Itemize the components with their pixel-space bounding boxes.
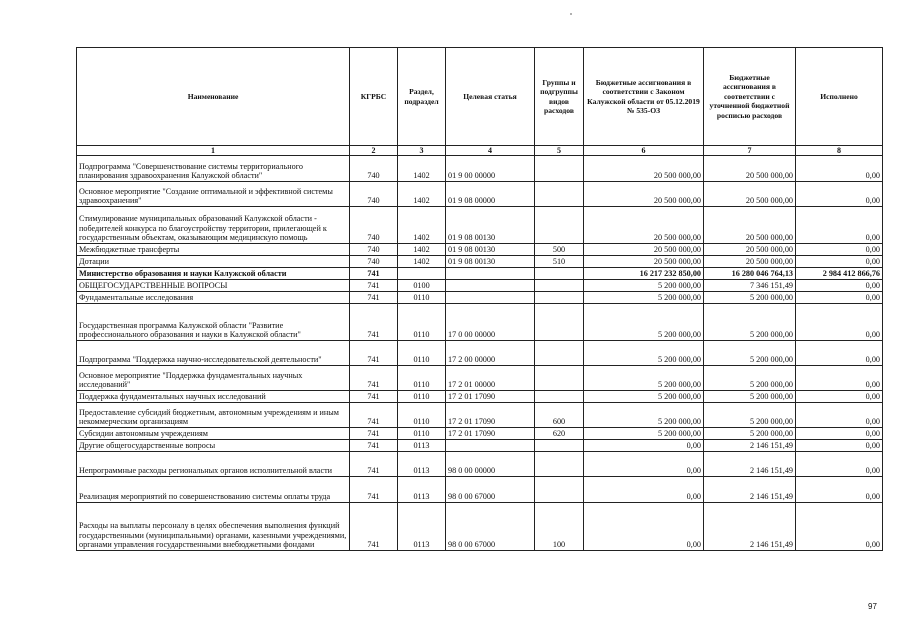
row-target-article: 17 2 01 17090: [446, 403, 535, 428]
row-executed: 0,00: [796, 503, 883, 551]
header-plan-allocation: Бюджетные ассигнования в соответствии с уточненной бюджетной росписью расходов: [704, 48, 796, 146]
row-kgrbs: 741: [350, 428, 398, 440]
row-plan-allocation: 20 500 000,00: [704, 256, 796, 268]
row-expense-type: [535, 341, 584, 366]
row-kgrbs: 741: [350, 366, 398, 391]
row-executed: 0,00: [796, 156, 883, 182]
row-razdel: 1402: [398, 207, 446, 244]
row-law-allocation: 20 500 000,00: [584, 156, 704, 182]
row-executed: 0,00: [796, 366, 883, 391]
row-name: Государственная программа Калужской области "Развитие профессионального образования и науки в Калужской области": [77, 304, 350, 341]
row-kgrbs: 740: [350, 256, 398, 268]
row-target-article: 01 9 08 00130: [446, 256, 535, 268]
row-razdel: 0110: [398, 403, 446, 428]
row-law-allocation: 5 200 000,00: [584, 391, 704, 403]
row-plan-allocation: 5 200 000,00: [704, 391, 796, 403]
row-law-allocation: 20 500 000,00: [584, 182, 704, 207]
row-kgrbs: 740: [350, 156, 398, 182]
row-razdel: 0113: [398, 452, 446, 477]
row-target-article: [446, 292, 535, 304]
column-number: 1: [77, 146, 350, 156]
table-row: [77, 292, 883, 304]
row-law-allocation: 5 200 000,00: [584, 366, 704, 391]
header-kgrbs: КГРБС: [350, 48, 398, 146]
table-header-row: [77, 48, 883, 146]
row-target-article: 98 0 00 00000: [446, 452, 535, 477]
row-executed: 0,00: [796, 244, 883, 256]
table-row: [77, 391, 883, 403]
row-plan-allocation: 16 280 046 764,13: [704, 268, 796, 280]
row-razdel: 0110: [398, 428, 446, 440]
table-row: [77, 268, 883, 280]
row-expense-type: [535, 268, 584, 280]
row-kgrbs: 740: [350, 182, 398, 207]
row-razdel: 0110: [398, 304, 446, 341]
row-executed: 0,00: [796, 207, 883, 244]
table-row: [77, 440, 883, 452]
row-razdel: 1402: [398, 256, 446, 268]
row-expense-type: 100: [535, 503, 584, 551]
row-expense-type: [535, 391, 584, 403]
row-law-allocation: 0,00: [584, 477, 704, 503]
row-name: Фундаментальные исследования: [77, 292, 350, 304]
row-plan-allocation: 5 200 000,00: [704, 304, 796, 341]
row-name: Дотации: [77, 256, 350, 268]
header-target-article: Целевая статья: [446, 48, 535, 146]
table-row: [77, 341, 883, 366]
row-target-article: 17 2 00 00000: [446, 341, 535, 366]
row-kgrbs: 741: [350, 452, 398, 477]
row-name: ОБЩЕГОСУДАРСТВЕННЫЕ ВОПРОСЫ: [77, 280, 350, 292]
row-plan-allocation: 5 200 000,00: [704, 292, 796, 304]
row-target-article: 01 9 00 00000: [446, 156, 535, 182]
row-law-allocation: 5 200 000,00: [584, 428, 704, 440]
row-expense-type: [535, 440, 584, 452]
header-executed: Исполнено: [796, 48, 883, 146]
row-expense-type: [535, 452, 584, 477]
row-law-allocation: 5 200 000,00: [584, 292, 704, 304]
header-law-allocation: Бюджетные ассигнования в соответствии с Законом Калужской области от 05.12.2019 № 535-ОЗ: [584, 48, 704, 146]
row-law-allocation: 0,00: [584, 440, 704, 452]
row-law-allocation: 5 200 000,00: [584, 304, 704, 341]
row-target-article: [446, 280, 535, 292]
row-kgrbs: 741: [350, 403, 398, 428]
header-name: Наименование: [77, 48, 350, 146]
row-executed: 0,00: [796, 280, 883, 292]
row-name: Реализация мероприятий по совершенствованию системы оплаты труда: [77, 477, 350, 503]
row-razdel: 0110: [398, 366, 446, 391]
row-expense-type: 510: [535, 256, 584, 268]
table-row: [77, 256, 883, 268]
table-row: [77, 403, 883, 428]
row-executed: 0,00: [796, 391, 883, 403]
header-expense-type: Группы и подгруппы видов расходов: [535, 48, 584, 146]
row-plan-allocation: 2 146 151,49: [704, 477, 796, 503]
row-plan-allocation: 2 146 151,49: [704, 440, 796, 452]
table-row: [77, 244, 883, 256]
column-number: 8: [796, 146, 883, 156]
row-target-article: 98 0 00 67000: [446, 477, 535, 503]
row-target-article: 01 9 08 00000: [446, 182, 535, 207]
row-razdel: 0100: [398, 280, 446, 292]
row-target-article: 17 2 01 17090: [446, 391, 535, 403]
row-executed: 0,00: [796, 341, 883, 366]
row-law-allocation: 5 200 000,00: [584, 341, 704, 366]
row-expense-type: [535, 207, 584, 244]
table-row: [77, 452, 883, 477]
row-expense-type: [535, 182, 584, 207]
row-plan-allocation: 7 346 151,49: [704, 280, 796, 292]
column-number: 4: [446, 146, 535, 156]
table-row: [77, 207, 883, 244]
row-kgrbs: 741: [350, 391, 398, 403]
row-name: Поддержка фундаментальных научных исследований: [77, 391, 350, 403]
row-name: Министерство образования и науки Калужской области: [77, 268, 350, 280]
row-kgrbs: 741: [350, 280, 398, 292]
row-razdel: 0110: [398, 341, 446, 366]
row-law-allocation: 5 200 000,00: [584, 403, 704, 428]
row-expense-type: [535, 156, 584, 182]
row-razdel: [398, 268, 446, 280]
row-target-article: [446, 440, 535, 452]
table-row: [77, 182, 883, 207]
row-law-allocation: 5 200 000,00: [584, 280, 704, 292]
row-law-allocation: 0,00: [584, 452, 704, 477]
row-plan-allocation: 20 500 000,00: [704, 244, 796, 256]
row-name: Основное мероприятие "Создание оптимальной и эффективной системы здравоохранения": [77, 182, 350, 207]
row-name: Расходы на выплаты персоналу в целях обеспечения выполнения функций государственными (муниципальными) органами, казенными учреждениями, органами управления государственными внебюджетными фондами: [77, 503, 350, 551]
row-executed: 2 984 412 866,76: [796, 268, 883, 280]
row-kgrbs: 741: [350, 477, 398, 503]
row-plan-allocation: 2 146 151,49: [704, 452, 796, 477]
row-law-allocation: 16 217 232 850,00: [584, 268, 704, 280]
row-target-article: 98 0 00 67000: [446, 503, 535, 551]
row-kgrbs: 741: [350, 503, 398, 551]
row-executed: 0,00: [796, 452, 883, 477]
table-row: [77, 503, 883, 551]
row-expense-type: 600: [535, 403, 584, 428]
row-law-allocation: 20 500 000,00: [584, 256, 704, 268]
row-executed: 0,00: [796, 292, 883, 304]
row-expense-type: 500: [535, 244, 584, 256]
row-target-article: 01 9 08 00130: [446, 244, 535, 256]
table-row: [77, 428, 883, 440]
row-expense-type: [535, 477, 584, 503]
row-plan-allocation: 5 200 000,00: [704, 428, 796, 440]
row-expense-type: [535, 304, 584, 341]
column-number: 6: [584, 146, 704, 156]
row-name: Подпрограмма "Совершенствование системы территориального планирования здравоохранения Калужской области": [77, 156, 350, 182]
row-expense-type: [535, 366, 584, 391]
row-kgrbs: 741: [350, 292, 398, 304]
table-row: [77, 366, 883, 391]
row-razdel: 0113: [398, 477, 446, 503]
column-number: 2: [350, 146, 398, 156]
row-expense-type: [535, 280, 584, 292]
row-razdel: 0113: [398, 440, 446, 452]
row-target-article: [446, 268, 535, 280]
row-law-allocation: 0,00: [584, 503, 704, 551]
column-number: 3: [398, 146, 446, 156]
column-number: 5: [535, 146, 584, 156]
table-row: [77, 156, 883, 182]
row-kgrbs: 740: [350, 244, 398, 256]
row-razdel: 1402: [398, 244, 446, 256]
row-target-article: 01 9 08 00130: [446, 207, 535, 244]
budget-table: [76, 47, 883, 551]
row-razdel: 0110: [398, 292, 446, 304]
header-razdel: Раздел, подраздел: [398, 48, 446, 146]
row-plan-allocation: 20 500 000,00: [704, 207, 796, 244]
row-executed: 0,00: [796, 256, 883, 268]
scan-speck: [570, 13, 572, 15]
row-name: Подпрограмма "Поддержка научно-исследовательской деятельности": [77, 341, 350, 366]
row-plan-allocation: 20 500 000,00: [704, 182, 796, 207]
row-law-allocation: 20 500 000,00: [584, 207, 704, 244]
row-razdel: 1402: [398, 182, 446, 207]
row-executed: 0,00: [796, 428, 883, 440]
row-executed: 0,00: [796, 477, 883, 503]
row-executed: 0,00: [796, 182, 883, 207]
row-plan-allocation: 5 200 000,00: [704, 366, 796, 391]
row-expense-type: 620: [535, 428, 584, 440]
table-row: [77, 304, 883, 341]
row-name: Межбюджетные трансферты: [77, 244, 350, 256]
row-executed: 0,00: [796, 304, 883, 341]
row-plan-allocation: 20 500 000,00: [704, 156, 796, 182]
column-number-row: [77, 146, 883, 156]
row-kgrbs: 741: [350, 268, 398, 280]
table-row: [77, 280, 883, 292]
row-expense-type: [535, 292, 584, 304]
column-number: 7: [704, 146, 796, 156]
row-name: Непрограммные расходы региональных органов исполнительной власти: [77, 452, 350, 477]
row-executed: 0,00: [796, 403, 883, 428]
row-kgrbs: 741: [350, 341, 398, 366]
row-name: Другие общегосударственные вопросы: [77, 440, 350, 452]
row-kgrbs: 741: [350, 304, 398, 341]
row-razdel: 1402: [398, 156, 446, 182]
row-name: Стимулирование муниципальных образований Калужской области - победителей конкурса по благоустройству территории, прилегающей к государственным объектам, оказывающим медицинскую помощь: [77, 207, 350, 244]
row-kgrbs: 740: [350, 207, 398, 244]
row-target-article: 17 2 01 00000: [446, 366, 535, 391]
row-target-article: 17 2 01 17090: [446, 428, 535, 440]
row-razdel: 0110: [398, 391, 446, 403]
row-name: Основное мероприятие "Поддержка фундаментальных научных исследований": [77, 366, 350, 391]
table-row: [77, 477, 883, 503]
row-plan-allocation: 5 200 000,00: [704, 403, 796, 428]
row-plan-allocation: 5 200 000,00: [704, 341, 796, 366]
row-name: Субсидии автономным учреждениям: [77, 428, 350, 440]
row-law-allocation: 20 500 000,00: [584, 244, 704, 256]
row-name: Предоставление субсидий бюджетным, автономным учреждениям и иным некоммерческим организациям: [77, 403, 350, 428]
row-razdel: 0113: [398, 503, 446, 551]
row-executed: 0,00: [796, 440, 883, 452]
page-number: 97: [868, 602, 877, 611]
row-plan-allocation: 2 146 151,49: [704, 503, 796, 551]
row-kgrbs: 741: [350, 440, 398, 452]
row-target-article: 17 0 00 00000: [446, 304, 535, 341]
